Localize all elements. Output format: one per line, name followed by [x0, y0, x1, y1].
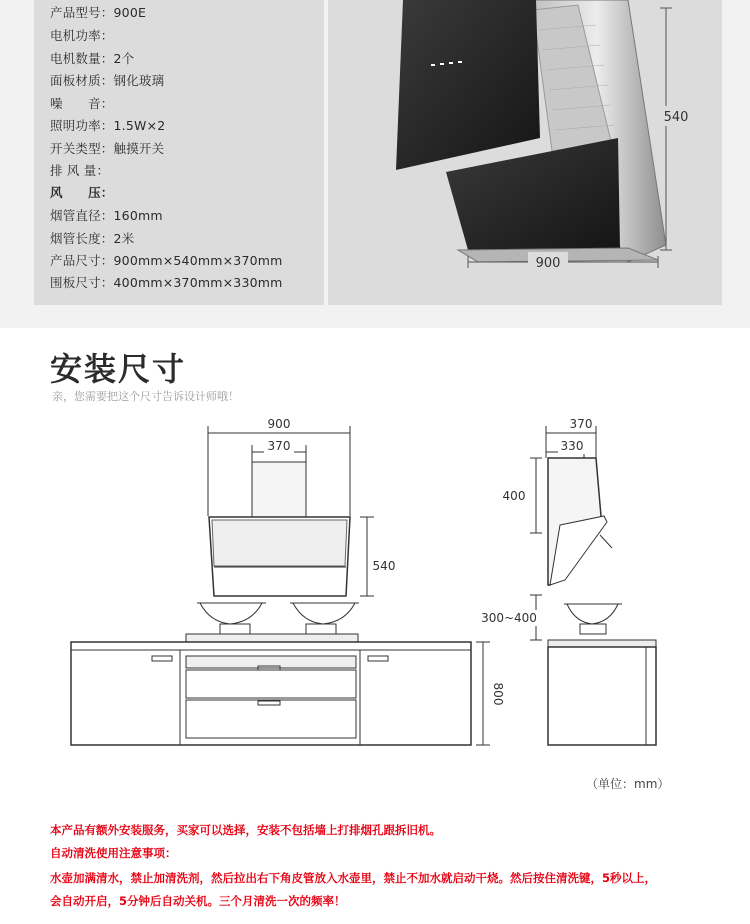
width-label: 900 — [535, 256, 561, 271]
installation-diagram — [0, 405, 750, 775]
install-service-note: 本产品有额外安装服务，买家可以选择，安装不包括墙上打排烟孔跟拆旧机。 — [50, 823, 441, 837]
spec-lighting-power: 照明功率：1.5W×2 — [50, 118, 166, 133]
auto-clean-instructions: 水壶加满清水，禁止加清洗剂，然后拉出右下角皮管放入水壶里，禁止不加水就启动干烧。然后按住清洗键，5秒以上， — [50, 871, 656, 885]
spec-panel-material: 面板材质：钢化玻璃 — [50, 73, 165, 88]
spec-air-volume: 排 风 量： — [50, 163, 110, 178]
side-depth-label: 370 — [569, 417, 593, 431]
upper-glass-panel — [396, 0, 540, 170]
auto-clean-heading: 自动清洗使用注意事项： — [50, 846, 177, 860]
height-label: 540 — [663, 110, 689, 125]
left-wok-icon — [200, 603, 262, 624]
side-wok-icon — [567, 604, 618, 624]
auto-clean-frequency: 会自动开启，5分钟后自动关机。三个月清洗一次的频率！ — [50, 894, 346, 908]
lower-glass-panel — [446, 138, 620, 250]
spec-motor-count: 电机数量：2个 — [50, 51, 135, 66]
unit-note: （单位：mm） — [586, 777, 670, 791]
install-subtitle: 亲，您需要把这个尺寸告诉设计师哦！ — [52, 390, 239, 403]
install-title: 安装尺寸 — [50, 350, 187, 388]
cabinet-height-label: 800 — [491, 682, 505, 706]
front-height-label: 540 — [372, 559, 396, 573]
range-hood-product-image — [328, 0, 722, 305]
side-cabinet — [548, 647, 656, 745]
front-chimney-label: 370 — [267, 439, 291, 453]
cooktop — [186, 634, 358, 642]
spec-model: 产品型号：900E — [50, 5, 147, 20]
side-pipe — [600, 535, 612, 548]
right-burner-icon — [306, 624, 336, 634]
right-wok-icon — [293, 603, 355, 624]
side-height-label: 400 — [502, 489, 526, 503]
front-chimney — [252, 462, 306, 517]
spec-switch-type: 开关类型：触摸开关 — [50, 141, 165, 156]
side-burner-icon — [580, 624, 606, 634]
spec-noise: 噪 音： — [50, 96, 114, 111]
spec-motor-power: 电机功率： — [50, 28, 114, 43]
spec-pipe-diameter: 烟管直径：160mm — [50, 208, 163, 223]
left-burner-icon — [220, 624, 250, 634]
spec-air-pressure: 风 压： — [50, 185, 114, 200]
spec-product-size: 产品尺寸：900mm×540mm×370mm — [50, 253, 283, 268]
product-image-panel — [328, 0, 722, 305]
spec-pipe-length: 烟管长度：2米 — [50, 231, 135, 246]
spec-panel-size: 围板尺寸：400mm×370mm×330mm — [50, 275, 283, 290]
side-gap-label: 300~400 — [481, 611, 537, 625]
front-width-label: 900 — [267, 417, 291, 431]
side-chimney-label: 330 — [560, 439, 584, 453]
